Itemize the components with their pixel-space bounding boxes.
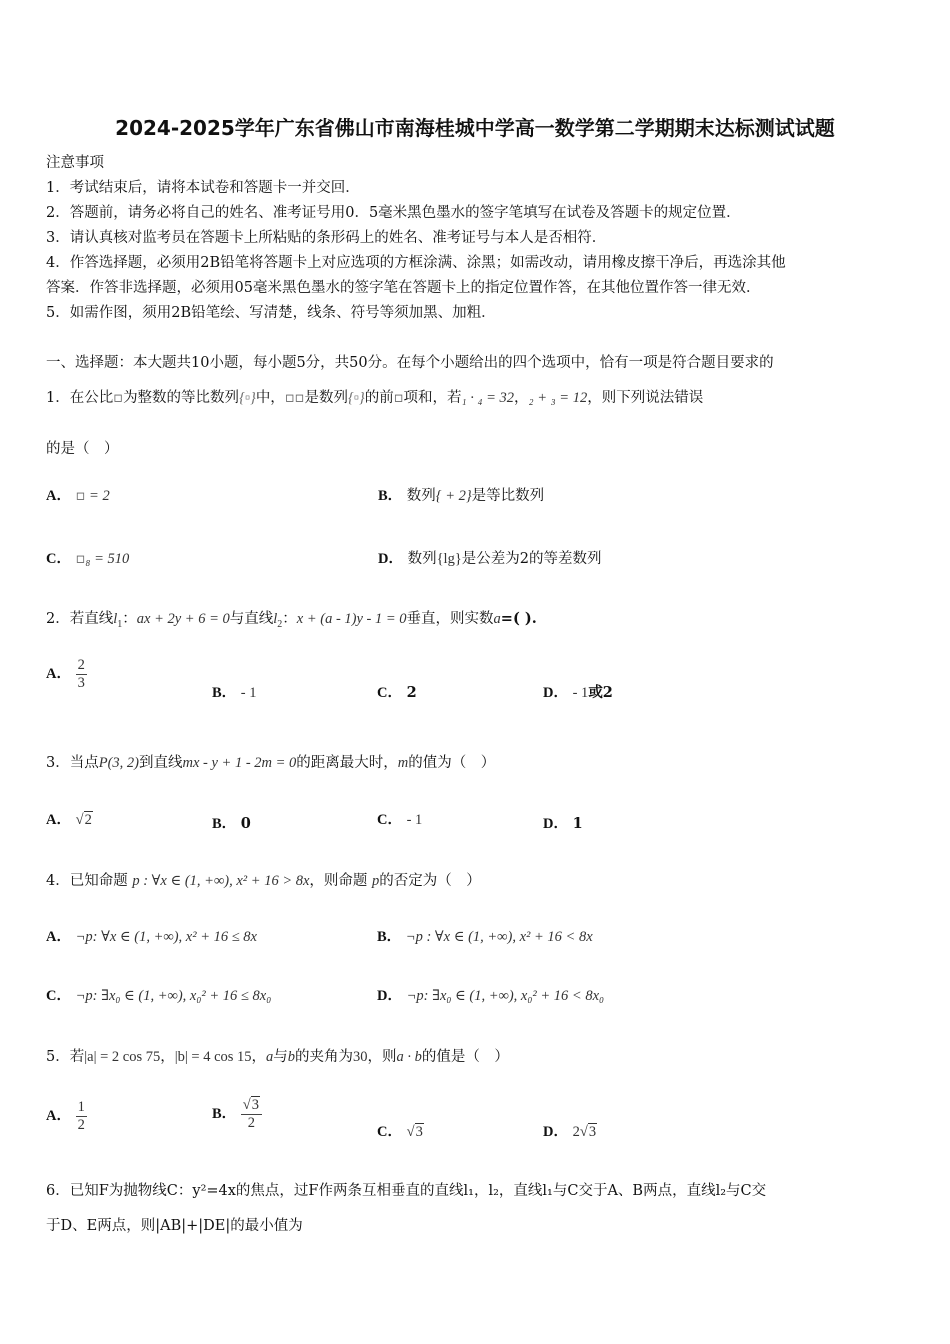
- q2-line-1-sub: 1: [117, 618, 123, 630]
- q5-d-sqrt: √3: [579, 1124, 597, 1140]
- q2-option-a[interactable]: [46, 657, 87, 691]
- q5-option-c[interactable]: [377, 1120, 424, 1141]
- option-label: B．: [378, 488, 403, 504]
- q2-c-value: 2: [406, 684, 417, 701]
- q3-option-a[interactable]: [46, 808, 93, 829]
- q2-option-d[interactable]: [543, 681, 613, 702]
- option-label: B．: [212, 685, 237, 701]
- option-label: D．: [543, 1124, 568, 1140]
- option-label: D．: [378, 551, 403, 567]
- q3-option-c[interactable]: [377, 808, 422, 829]
- q5-dot-product: a · b: [396, 1049, 422, 1065]
- option-label: C．: [377, 685, 402, 701]
- q2-a-fraction: [76, 657, 87, 691]
- q4-option-d[interactable]: [377, 984, 604, 1005]
- q2-number: 2．: [46, 611, 70, 627]
- q1-a-math: = 2: [85, 488, 110, 504]
- q2-text: ：: [122, 611, 137, 627]
- q2-line-1: l: [113, 611, 118, 627]
- q6-line-2: 于D、E两点，则|AB|+|DE|的最小值为: [46, 1218, 303, 1234]
- q5-a-fraction: [76, 1099, 87, 1133]
- q2-line-2: l: [273, 611, 278, 627]
- notice-item-2: 2．答题前，请务必将自己的姓名、准考证号用0．5毫米黑色墨水的签字笔填写在试卷及答题卡的规定位置．: [46, 205, 741, 221]
- question-6: 6．已知F为抛物线C：y²=4x的焦点，过F作两条互相垂直的直线l₁，l₂，直线l₁与C交于A、B两点，直线l₂与C交: [46, 1183, 767, 1199]
- q4-variable: p: [372, 873, 380, 889]
- denominator: 3: [77, 674, 85, 691]
- q3-c-value: - 1: [406, 812, 423, 828]
- q2-text: 若直线: [69, 611, 114, 627]
- q5-angle: 30: [353, 1049, 368, 1065]
- q2-option-c[interactable]: [377, 681, 417, 702]
- q3-number: 3．: [46, 755, 70, 771]
- q2-text: 与直线: [229, 611, 274, 627]
- q3-point: P(3, 2): [98, 755, 139, 771]
- notice-heading: 注意事项: [46, 155, 104, 171]
- denominator: 2: [77, 1116, 85, 1133]
- q5-text: ，: [160, 1049, 175, 1065]
- q2-option-b[interactable]: [212, 681, 257, 702]
- q5-text: 若: [69, 1049, 85, 1065]
- radicand: 2: [84, 812, 92, 828]
- q3-d-value: 1: [572, 815, 583, 832]
- q1-text: 为整数的等比数列: [123, 390, 240, 406]
- q1-text: ，则下列说法错误: [587, 390, 704, 406]
- option-label: A．: [46, 812, 71, 828]
- q5-c-sqrt: √3: [406, 1124, 423, 1140]
- q5-math-b: |b| = 4 cos 15: [174, 1049, 252, 1065]
- coefficient: 2: [572, 1124, 580, 1140]
- q4-text: ，则命题: [309, 873, 368, 889]
- q1-option-b[interactable]: [378, 484, 544, 505]
- radicand: 3: [588, 1124, 597, 1140]
- option-label: C．: [46, 988, 71, 1004]
- q3-text: 当点: [69, 755, 99, 771]
- denominator: 2: [247, 1114, 256, 1131]
- q2-equation-2: x + (a - 1)y - 1 = 0: [296, 611, 407, 627]
- option-label: C．: [377, 1124, 402, 1140]
- notice-item-3: 3．请认真核对监考员在答题卡上所粘贴的条形码上的姓名、准考证号与本人是否相符．: [46, 230, 607, 246]
- q3-text: 到直线: [139, 755, 183, 771]
- numerator: 2: [77, 657, 85, 673]
- option-label: C．: [377, 812, 402, 828]
- q3-text: 的值为（ ）: [408, 755, 496, 771]
- q1-math: ₁ · ₄ = 32: [461, 390, 515, 406]
- q2-d-value: - 1: [572, 685, 589, 701]
- q4-proposition: p : ∀x ∈ (1, +∞), x² + 16 > 8x: [132, 873, 310, 889]
- q3-option-d[interactable]: [543, 812, 583, 833]
- q1-b-text: 数列: [406, 488, 436, 504]
- q5-number: 5．: [46, 1049, 70, 1065]
- q2-text: 垂直，则实数: [406, 611, 494, 627]
- q4-text: 已知命题: [69, 873, 128, 889]
- option-label: D．: [543, 816, 568, 832]
- q5-option-a[interactable]: [46, 1099, 87, 1133]
- section-heading: 一、选择题：本大题共10小题，每小题5分，共50分。在每个小题给出的四个选项中，恰有一项是符合题目要求的: [46, 355, 774, 371]
- q1-text: 是数列: [304, 390, 348, 406]
- option-label: A．: [46, 1108, 71, 1125]
- q5-b-fraction: $\frac{√3}{2}$: [241, 1097, 262, 1131]
- q4-option-c[interactable]: [46, 984, 271, 1005]
- q1-text: 在公比: [69, 390, 114, 406]
- notice-item-4: 4．作答选择题，必须用2B铅笔将答题卡上对应选项的方框涂满、涂黑；如需改动，请用橡皮擦干净后，再选涂其他: [46, 255, 786, 271]
- q1-line-2: 的是（ ）: [46, 441, 119, 457]
- q3-option-b[interactable]: [212, 812, 251, 833]
- q4-d-value: ¬p: ∃x₀ ∈ (1, +∞), x₀² + 16 < 8x₀: [406, 988, 605, 1004]
- notice-item-1: 1．考试结束后，请将本试卷和答题卡一并交回．: [46, 180, 360, 196]
- notice-item-4-cont: 答案．作答非选择题，必须用05毫米黑色墨水的签字笔在答题卡上的指定位置作答，在其他位置作答一律无效．: [46, 280, 761, 296]
- q1-text: 中，: [255, 390, 285, 406]
- q1-math: ₂ + ₃ = 12: [528, 390, 588, 406]
- q5-text: 的夹角为: [295, 1049, 354, 1065]
- question-5: [46, 1045, 509, 1066]
- question-2: [46, 607, 537, 630]
- q1-b-math: { + 2}: [435, 488, 472, 504]
- question-4: [46, 869, 481, 890]
- q4-b-value: ¬p : ∀x ∈ (1, +∞), x² + 16 < 8x: [405, 929, 593, 945]
- option-label: B．: [212, 816, 237, 832]
- numerator: 1: [77, 1099, 85, 1115]
- q4-a-value: ¬p: ∀x ∈ (1, +∞), x² + 16 ≤ 8x: [75, 929, 257, 945]
- q2-equation-1: ax + 2y + 6 = 0: [136, 611, 230, 627]
- q2-text: =( ).: [500, 610, 537, 627]
- q2-d-text: 或2: [588, 684, 613, 701]
- q5-vector-a: a: [266, 1049, 274, 1065]
- q1-d-math: {lg}: [436, 551, 462, 567]
- q2-text: ：: [282, 611, 297, 627]
- q5-text: 与: [273, 1049, 288, 1065]
- q2-variable: a: [493, 611, 501, 627]
- q4-option-b[interactable]: [377, 925, 593, 946]
- q5-text: ，: [251, 1049, 267, 1065]
- q1-d-text: 数列: [407, 551, 437, 567]
- notice-item-5: 5．如需作图，须用2B铅笔绘、写清楚，线条、符号等须加黑、加粗．: [46, 305, 496, 321]
- q3-a-sqrt: √2: [75, 812, 92, 828]
- q3-equation: mx - y + 1 - 2m = 0: [182, 755, 297, 771]
- q1-option-d[interactable]: [378, 547, 602, 568]
- q1-text: 项和，若: [403, 390, 462, 406]
- option-label: B．: [377, 929, 402, 945]
- q4-option-a[interactable]: [46, 925, 257, 946]
- q1-text: 的前: [364, 390, 394, 406]
- q3-variable: m: [397, 755, 409, 771]
- option-label: A．: [46, 666, 71, 683]
- option-label: D．: [543, 685, 568, 701]
- option-label: A．: [46, 929, 71, 945]
- q4-c-value: ¬p: ∃x₀ ∈ (1, +∞), x₀² + 16 ≤ 8x₀: [75, 988, 272, 1004]
- page-title: 2024-2025学年广东省佛山市南海桂城中学高一数学第二学期期末达标测试试题: [115, 116, 835, 140]
- radicand: 3: [251, 1097, 259, 1113]
- q4-text: 的否定为（ ）: [379, 873, 481, 889]
- option-label: B．: [212, 1106, 237, 1123]
- question-1: 1．在公比▫为整数的等比数列{▫}中，▫▫是数列{▫}的前▫项和，若₁ · ₄ = 32，₂ + ₃ = 12，则下列说法错误: [46, 390, 704, 406]
- radicand: 3: [415, 1124, 423, 1140]
- q4-number: 4．: [46, 873, 70, 889]
- q5-text: 的值是（ ）: [421, 1049, 509, 1065]
- q5-option-d[interactable]: [543, 1120, 597, 1141]
- q1-option-a[interactable]: A． ▫ = 2: [46, 488, 110, 504]
- option-label: D．: [377, 988, 402, 1004]
- q5-vector-b: b: [287, 1049, 296, 1065]
- q3-b-value: 0: [240, 815, 251, 832]
- option-label: C．: [46, 551, 71, 567]
- q1-text: ，: [514, 390, 529, 406]
- question-3: [46, 751, 495, 772]
- q1-b-text: 是等比数列: [471, 488, 545, 504]
- q1-c-math: ₈ = 510: [85, 551, 130, 567]
- q3-text: 的距离最大时，: [296, 755, 398, 771]
- q2-line-2-sub: 2: [277, 618, 283, 630]
- q1-d-text: 是公差为2的等差数列: [461, 551, 602, 567]
- q5-text: ，则: [367, 1049, 397, 1065]
- q1-option-c[interactable]: C． ▫₈ = 510: [46, 551, 130, 567]
- q2-b-value: - 1: [240, 685, 257, 701]
- option-label: A．: [46, 488, 71, 504]
- q1-number: 1．: [46, 390, 70, 406]
- q5-option-b[interactable]: [212, 1097, 262, 1131]
- q5-math-a: |a| = 2 cos 75: [84, 1049, 161, 1065]
